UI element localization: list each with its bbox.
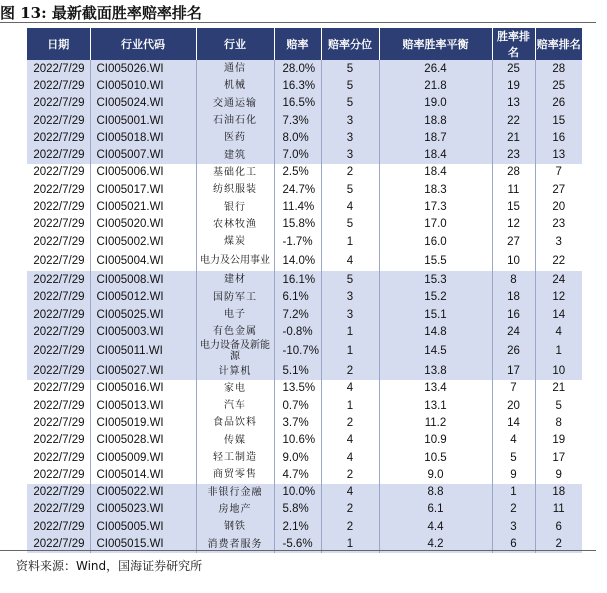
cell-odds-rank: 22 xyxy=(552,254,566,267)
table-row xyxy=(27,112,582,129)
table-row xyxy=(27,466,582,483)
cell-win-rank: 13 xyxy=(492,95,535,112)
table-row xyxy=(27,271,582,288)
cell-balance: 15.2 xyxy=(379,289,492,306)
cell-date: 2022/7/29 xyxy=(27,129,90,146)
cell-odds: 0.7% xyxy=(274,397,321,414)
cell-date: 2022/7/29 xyxy=(27,380,90,397)
cell-odds-percentile: 4 xyxy=(321,432,379,449)
cell-odds-percentile: 4 xyxy=(321,449,379,466)
cell-odds-rank: 4 xyxy=(535,323,582,340)
cell-odds: 7.0% xyxy=(274,146,321,163)
col-header-balance: 赔率胜率平衡 xyxy=(379,28,492,60)
table-row xyxy=(27,198,582,215)
cell-win-rank: 16 xyxy=(492,306,535,323)
cell-odds: 28.0% xyxy=(274,60,321,77)
cell-odds-percentile: 1 xyxy=(321,340,379,362)
cell-date: 2022/7/29 xyxy=(27,414,90,431)
cell-date: 2022/7/29 xyxy=(27,60,90,77)
cell-odds: 8.0% xyxy=(274,129,321,146)
cell-balance: 18.4 xyxy=(379,146,492,163)
cell-odds-rank: 2 xyxy=(535,535,582,552)
cell-win-rank: 12 xyxy=(492,216,535,233)
table-row xyxy=(27,146,582,163)
cell-industry: 有色金属 xyxy=(196,323,274,340)
cell-date: 2022/7/29 xyxy=(27,77,90,94)
cell-code: CI005022.WI xyxy=(90,484,196,501)
cell-balance: 18.4 xyxy=(379,164,492,181)
cell-odds-rank: 14 xyxy=(535,306,582,323)
cell-odds: 2.5% xyxy=(274,164,321,181)
cell-win-rank: 1 xyxy=(492,484,535,501)
cell-win-rank: 20 xyxy=(492,397,535,414)
cell-odds-percentile: 5 xyxy=(321,77,379,94)
cell-odds: 16.5% xyxy=(274,95,321,112)
cell-date: 2022/7/29 xyxy=(27,484,90,501)
cell-odds-rank: 26 xyxy=(535,95,582,112)
cell-odds-rank: 23 xyxy=(552,218,566,231)
cell-odds: 5.1% xyxy=(274,362,321,379)
cell-industry: 钢铁 xyxy=(196,518,274,535)
table-row xyxy=(27,362,582,379)
cell-code: CI005028.WI xyxy=(90,432,196,449)
cell-win-rank: 19 xyxy=(492,77,535,94)
cell-date: 2022/7/29 xyxy=(27,397,90,414)
cell-win-rank: 17 xyxy=(492,362,535,379)
cell-balance: 10.5 xyxy=(379,449,492,466)
cell-balance: 8.8 xyxy=(379,484,492,501)
cell-code: CI005002.WI xyxy=(90,233,196,250)
cell-odds-rank: 13 xyxy=(535,146,582,163)
table-row xyxy=(27,306,582,323)
cell-odds: 2.1% xyxy=(274,518,321,535)
cell-date: 2022/7/29 xyxy=(27,362,90,379)
cell-win-rank: 22 xyxy=(492,112,535,129)
cell-odds-rank: 19 xyxy=(552,434,566,447)
cell-odds-rank: 18 xyxy=(535,484,582,501)
cell-win-rank: 8 xyxy=(492,271,535,288)
cell-industry: 基础化工 xyxy=(196,164,274,181)
cell-code: CI005027.WI xyxy=(90,362,196,379)
cell-industry: 通信 xyxy=(196,60,274,77)
cell-code: CI005016.WI xyxy=(90,380,196,397)
cell-code: CI005010.WI xyxy=(90,77,196,94)
col-header-date: 日期 xyxy=(27,28,90,60)
cell-win-rank: 9 xyxy=(492,466,535,483)
col-header-industry: 行业 xyxy=(196,28,274,60)
col-header-odds-percentile: 赔率分位 xyxy=(321,28,379,60)
cell-date: 2022/7/29 xyxy=(27,164,90,181)
cell-odds: -1.7% xyxy=(274,233,321,250)
cell-code: CI005018.WI xyxy=(90,129,196,146)
cell-code: CI005024.WI xyxy=(90,95,196,112)
cell-industry: 煤炭 xyxy=(196,233,274,250)
table-row xyxy=(27,518,582,535)
cell-code: CI005007.WI xyxy=(90,146,196,163)
cell-balance: 14.5 xyxy=(379,340,492,362)
cell-balance: 17.3 xyxy=(379,198,492,215)
cell-odds-rank: 10 xyxy=(535,362,582,379)
cell-code: CI005026.WI xyxy=(90,60,196,77)
cell-code: CI005004.WI xyxy=(90,250,196,271)
cell-industry: 商贸零售 xyxy=(196,466,274,483)
cell-industry: 轻工制造 xyxy=(196,449,274,466)
cell-code: CI005006.WI xyxy=(90,164,196,181)
cell-code: CI005001.WI xyxy=(90,112,196,129)
cell-industry: 汽车 xyxy=(196,397,274,414)
cell-balance: 26.4 xyxy=(379,60,492,77)
cell-odds: 14.0% xyxy=(274,250,321,271)
cell-balance: 4.4 xyxy=(379,518,492,535)
cell-odds-rank: 25 xyxy=(535,77,582,94)
ranking-table xyxy=(27,28,582,553)
table-row xyxy=(27,233,582,250)
cell-win-rank: 2 xyxy=(492,501,535,518)
cell-date: 2022/7/29 xyxy=(27,271,90,288)
cell-odds: 24.7% xyxy=(274,181,321,198)
cell-balance: 18.3 xyxy=(379,181,492,198)
table-row xyxy=(27,432,582,449)
cell-industry: 家电 xyxy=(196,380,274,397)
cell-balance: 6.1 xyxy=(379,501,492,518)
table-row xyxy=(27,397,582,414)
cell-code: CI005014.WI xyxy=(90,466,196,483)
cell-odds-percentile: 2 xyxy=(321,466,379,483)
cell-code: CI005008.WI xyxy=(90,271,196,288)
cell-odds-rank: 16 xyxy=(535,129,582,146)
cell-balance: 4.2 xyxy=(379,535,492,552)
cell-balance: 19.0 xyxy=(379,95,492,112)
table-row xyxy=(27,323,582,340)
cell-odds-rank: 24 xyxy=(535,271,582,288)
cell-balance: 18.7 xyxy=(379,129,492,146)
cell-win-rank: 25 xyxy=(492,60,535,77)
col-header-odds-rank: 赔率排名 xyxy=(535,28,582,60)
cell-win-rank: 23 xyxy=(492,146,535,163)
cell-odds: 6.1% xyxy=(274,289,321,306)
cell-code: CI005013.WI xyxy=(90,397,196,414)
cell-date: 2022/7/29 xyxy=(27,95,90,112)
table-row xyxy=(27,340,582,362)
cell-industry: 石油石化 xyxy=(196,112,274,129)
cell-odds-rank: 12 xyxy=(535,289,582,306)
cell-odds-percentile: 1 xyxy=(321,535,379,552)
cell-code: CI005012.WI xyxy=(90,289,196,306)
cell-odds: 7.2% xyxy=(274,306,321,323)
cell-win-rank: 11 xyxy=(492,181,535,198)
cell-odds-rank: 9 xyxy=(555,468,562,481)
col-header-code: 行业代码 xyxy=(90,28,196,60)
cell-code: CI005017.WI xyxy=(90,181,196,198)
cell-balance: 11.2 xyxy=(379,414,492,431)
cell-odds-rank: 17 xyxy=(552,451,566,464)
table-row xyxy=(27,501,582,518)
cell-code: CI005020.WI xyxy=(90,216,196,233)
table-row xyxy=(27,289,582,306)
cell-odds-percentile: 4 xyxy=(321,250,379,271)
cell-industry: 国防军工 xyxy=(196,289,274,306)
cell-odds-percentile: 5 xyxy=(321,60,379,77)
cell-odds-rank: 5 xyxy=(555,399,562,412)
table-row xyxy=(27,95,582,112)
cell-win-rank: 10 xyxy=(492,250,535,271)
cell-industry: 医药 xyxy=(196,129,274,146)
cell-date: 2022/7/29 xyxy=(27,466,90,483)
cell-balance: 21.8 xyxy=(379,77,492,94)
cell-odds: 3.7% xyxy=(274,414,321,431)
cell-date: 2022/7/29 xyxy=(27,250,90,271)
cell-code: CI005025.WI xyxy=(90,306,196,323)
cell-odds: 5.8% xyxy=(274,501,321,518)
cell-odds-rank: 15 xyxy=(535,112,582,129)
cell-industry: 非银行金融 xyxy=(196,484,274,501)
cell-odds: -5.6% xyxy=(274,535,321,552)
cell-date: 2022/7/29 xyxy=(27,233,90,250)
cell-industry: 纺织服装 xyxy=(196,181,274,198)
cell-industry: 食品饮料 xyxy=(196,414,274,431)
cell-industry: 计算机 xyxy=(196,362,274,379)
cell-balance: 17.0 xyxy=(379,216,492,233)
cell-win-rank: 18 xyxy=(492,289,535,306)
table-row xyxy=(27,129,582,146)
cell-date: 2022/7/29 xyxy=(27,449,90,466)
cell-industry: 电子 xyxy=(196,306,274,323)
cell-balance: 9.0 xyxy=(379,466,492,483)
cell-win-rank: 28 xyxy=(492,164,535,181)
cell-industry: 银行 xyxy=(196,198,274,215)
cell-odds-percentile: 4 xyxy=(321,380,379,397)
cell-code: CI005011.WI xyxy=(90,340,196,362)
cell-date: 2022/7/29 xyxy=(27,535,90,552)
cell-date: 2022/7/29 xyxy=(27,518,90,535)
cell-code: CI005009.WI xyxy=(90,449,196,466)
cell-odds: 13.5% xyxy=(274,380,321,397)
cell-date: 2022/7/29 xyxy=(27,216,90,233)
cell-balance: 16.0 xyxy=(379,233,492,250)
cell-odds-rank: 1 xyxy=(535,340,582,362)
cell-odds-percentile: 5 xyxy=(321,181,379,198)
cell-odds-percentile: 3 xyxy=(321,289,379,306)
cell-industry: 传媒 xyxy=(196,432,274,449)
cell-odds-percentile: 2 xyxy=(321,518,379,535)
table-row xyxy=(27,380,582,397)
cell-date: 2022/7/29 xyxy=(27,340,90,362)
cell-industry: 建材 xyxy=(196,271,274,288)
cell-odds-percentile: 2 xyxy=(321,164,379,181)
cell-industry: 房地产 xyxy=(196,501,274,518)
cell-odds-rank: 8 xyxy=(555,416,562,429)
cell-odds-percentile: 3 xyxy=(321,146,379,163)
cell-odds-percentile: 5 xyxy=(321,216,379,233)
cell-win-rank: 15 xyxy=(492,198,535,215)
cell-win-rank: 7 xyxy=(492,380,535,397)
cell-industry: 农林牧渔 xyxy=(196,216,274,233)
cell-odds-percentile: 1 xyxy=(321,233,379,250)
cell-odds-percentile: 4 xyxy=(321,484,379,501)
cell-date: 2022/7/29 xyxy=(27,146,90,163)
cell-odds-percentile: 1 xyxy=(321,397,379,414)
table-row xyxy=(27,449,582,466)
cell-code: CI005015.WI xyxy=(90,535,196,552)
cell-code: CI005005.WI xyxy=(90,518,196,535)
cell-odds-percentile: 5 xyxy=(321,95,379,112)
cell-odds-rank: 21 xyxy=(552,382,566,395)
cell-odds-rank: 6 xyxy=(535,518,582,535)
cell-code: CI005003.WI xyxy=(90,323,196,340)
cell-balance: 10.9 xyxy=(379,432,492,449)
cell-win-rank: 21 xyxy=(492,129,535,146)
cell-odds-percentile: 3 xyxy=(321,129,379,146)
cell-odds: 9.0% xyxy=(274,449,321,466)
cell-odds: 15.8% xyxy=(274,216,321,233)
cell-odds-percentile: 2 xyxy=(321,362,379,379)
cell-balance: 13.1 xyxy=(379,397,492,414)
cell-odds: -0.8% xyxy=(274,323,321,340)
table-row xyxy=(27,484,582,501)
cell-win-rank: 14 xyxy=(492,414,535,431)
cell-odds-percentile: 5 xyxy=(321,271,379,288)
cell-win-rank: 24 xyxy=(492,323,535,340)
cell-odds-percentile: 1 xyxy=(321,323,379,340)
table-row xyxy=(27,250,582,271)
table-row xyxy=(27,216,582,233)
table-row xyxy=(27,77,582,94)
cell-balance: 13.4 xyxy=(379,380,492,397)
table-row xyxy=(27,414,582,431)
col-header-odds: 赔率 xyxy=(274,28,321,60)
cell-code: CI005019.WI xyxy=(90,414,196,431)
col-header-win-rank: 胜率排名 xyxy=(492,28,535,60)
cell-code: CI005021.WI xyxy=(90,198,196,215)
source-note: 资料来源：Wind，国海证券研究所 xyxy=(16,559,203,573)
cell-win-rank: 27 xyxy=(492,233,535,250)
cell-odds-rank: 7 xyxy=(555,166,562,179)
cell-balance: 15.1 xyxy=(379,306,492,323)
cell-odds: 16.1% xyxy=(274,271,321,288)
cell-win-rank: 6 xyxy=(492,535,535,552)
cell-industry: 机械 xyxy=(196,77,274,94)
cell-win-rank: 3 xyxy=(492,518,535,535)
cell-date: 2022/7/29 xyxy=(27,181,90,198)
cell-odds-rank: 11 xyxy=(535,501,582,518)
table-header-row xyxy=(27,28,582,60)
cell-odds-rank: 20 xyxy=(552,201,566,214)
cell-win-rank: 5 xyxy=(492,449,535,466)
cell-odds-percentile: 2 xyxy=(321,501,379,518)
cell-odds-percentile: 3 xyxy=(321,112,379,129)
cell-balance: 14.8 xyxy=(379,323,492,340)
cell-odds-percentile: 3 xyxy=(321,306,379,323)
cell-odds-percentile: 2 xyxy=(321,414,379,431)
cell-date: 2022/7/29 xyxy=(27,306,90,323)
cell-industry: 电力及公用事业 xyxy=(196,250,274,271)
footer-divider xyxy=(0,550,596,551)
cell-odds: 16.3% xyxy=(274,77,321,94)
figure-title: 图 13: 最新截面胜率赔率排名 xyxy=(0,4,202,22)
cell-odds: 10.6% xyxy=(274,432,321,449)
cell-win-rank: 4 xyxy=(492,432,535,449)
table-row xyxy=(27,181,582,198)
cell-code: CI005023.WI xyxy=(90,501,196,518)
cell-date: 2022/7/29 xyxy=(27,432,90,449)
cell-odds-rank: 3 xyxy=(555,235,562,248)
cell-date: 2022/7/29 xyxy=(27,501,90,518)
cell-industry: 建筑 xyxy=(196,146,274,163)
cell-balance: 18.8 xyxy=(379,112,492,129)
cell-odds-percentile: 4 xyxy=(321,198,379,215)
table-row xyxy=(27,164,582,181)
cell-win-rank: 26 xyxy=(492,340,535,362)
cell-date: 2022/7/29 xyxy=(27,289,90,306)
title-divider xyxy=(0,22,596,23)
cell-odds-rank: 28 xyxy=(535,60,582,77)
cell-odds: 10.0% xyxy=(274,484,321,501)
table-row xyxy=(27,60,582,77)
cell-date: 2022/7/29 xyxy=(27,323,90,340)
cell-industry: 电力设备及新能源 xyxy=(196,340,274,362)
cell-industry: 交通运输 xyxy=(196,95,274,112)
cell-odds: -10.7% xyxy=(274,340,321,362)
cell-odds: 7.3% xyxy=(274,112,321,129)
cell-odds: 4.7% xyxy=(274,466,321,483)
cell-industry: 消费者服务 xyxy=(196,535,274,552)
cell-date: 2022/7/29 xyxy=(27,112,90,129)
cell-odds: 11.4% xyxy=(274,198,321,215)
cell-balance: 13.8 xyxy=(379,362,492,379)
cell-date: 2022/7/29 xyxy=(27,198,90,215)
cell-balance: 15.5 xyxy=(379,250,492,271)
cell-odds-rank: 27 xyxy=(552,183,566,196)
cell-balance: 15.3 xyxy=(379,271,492,288)
